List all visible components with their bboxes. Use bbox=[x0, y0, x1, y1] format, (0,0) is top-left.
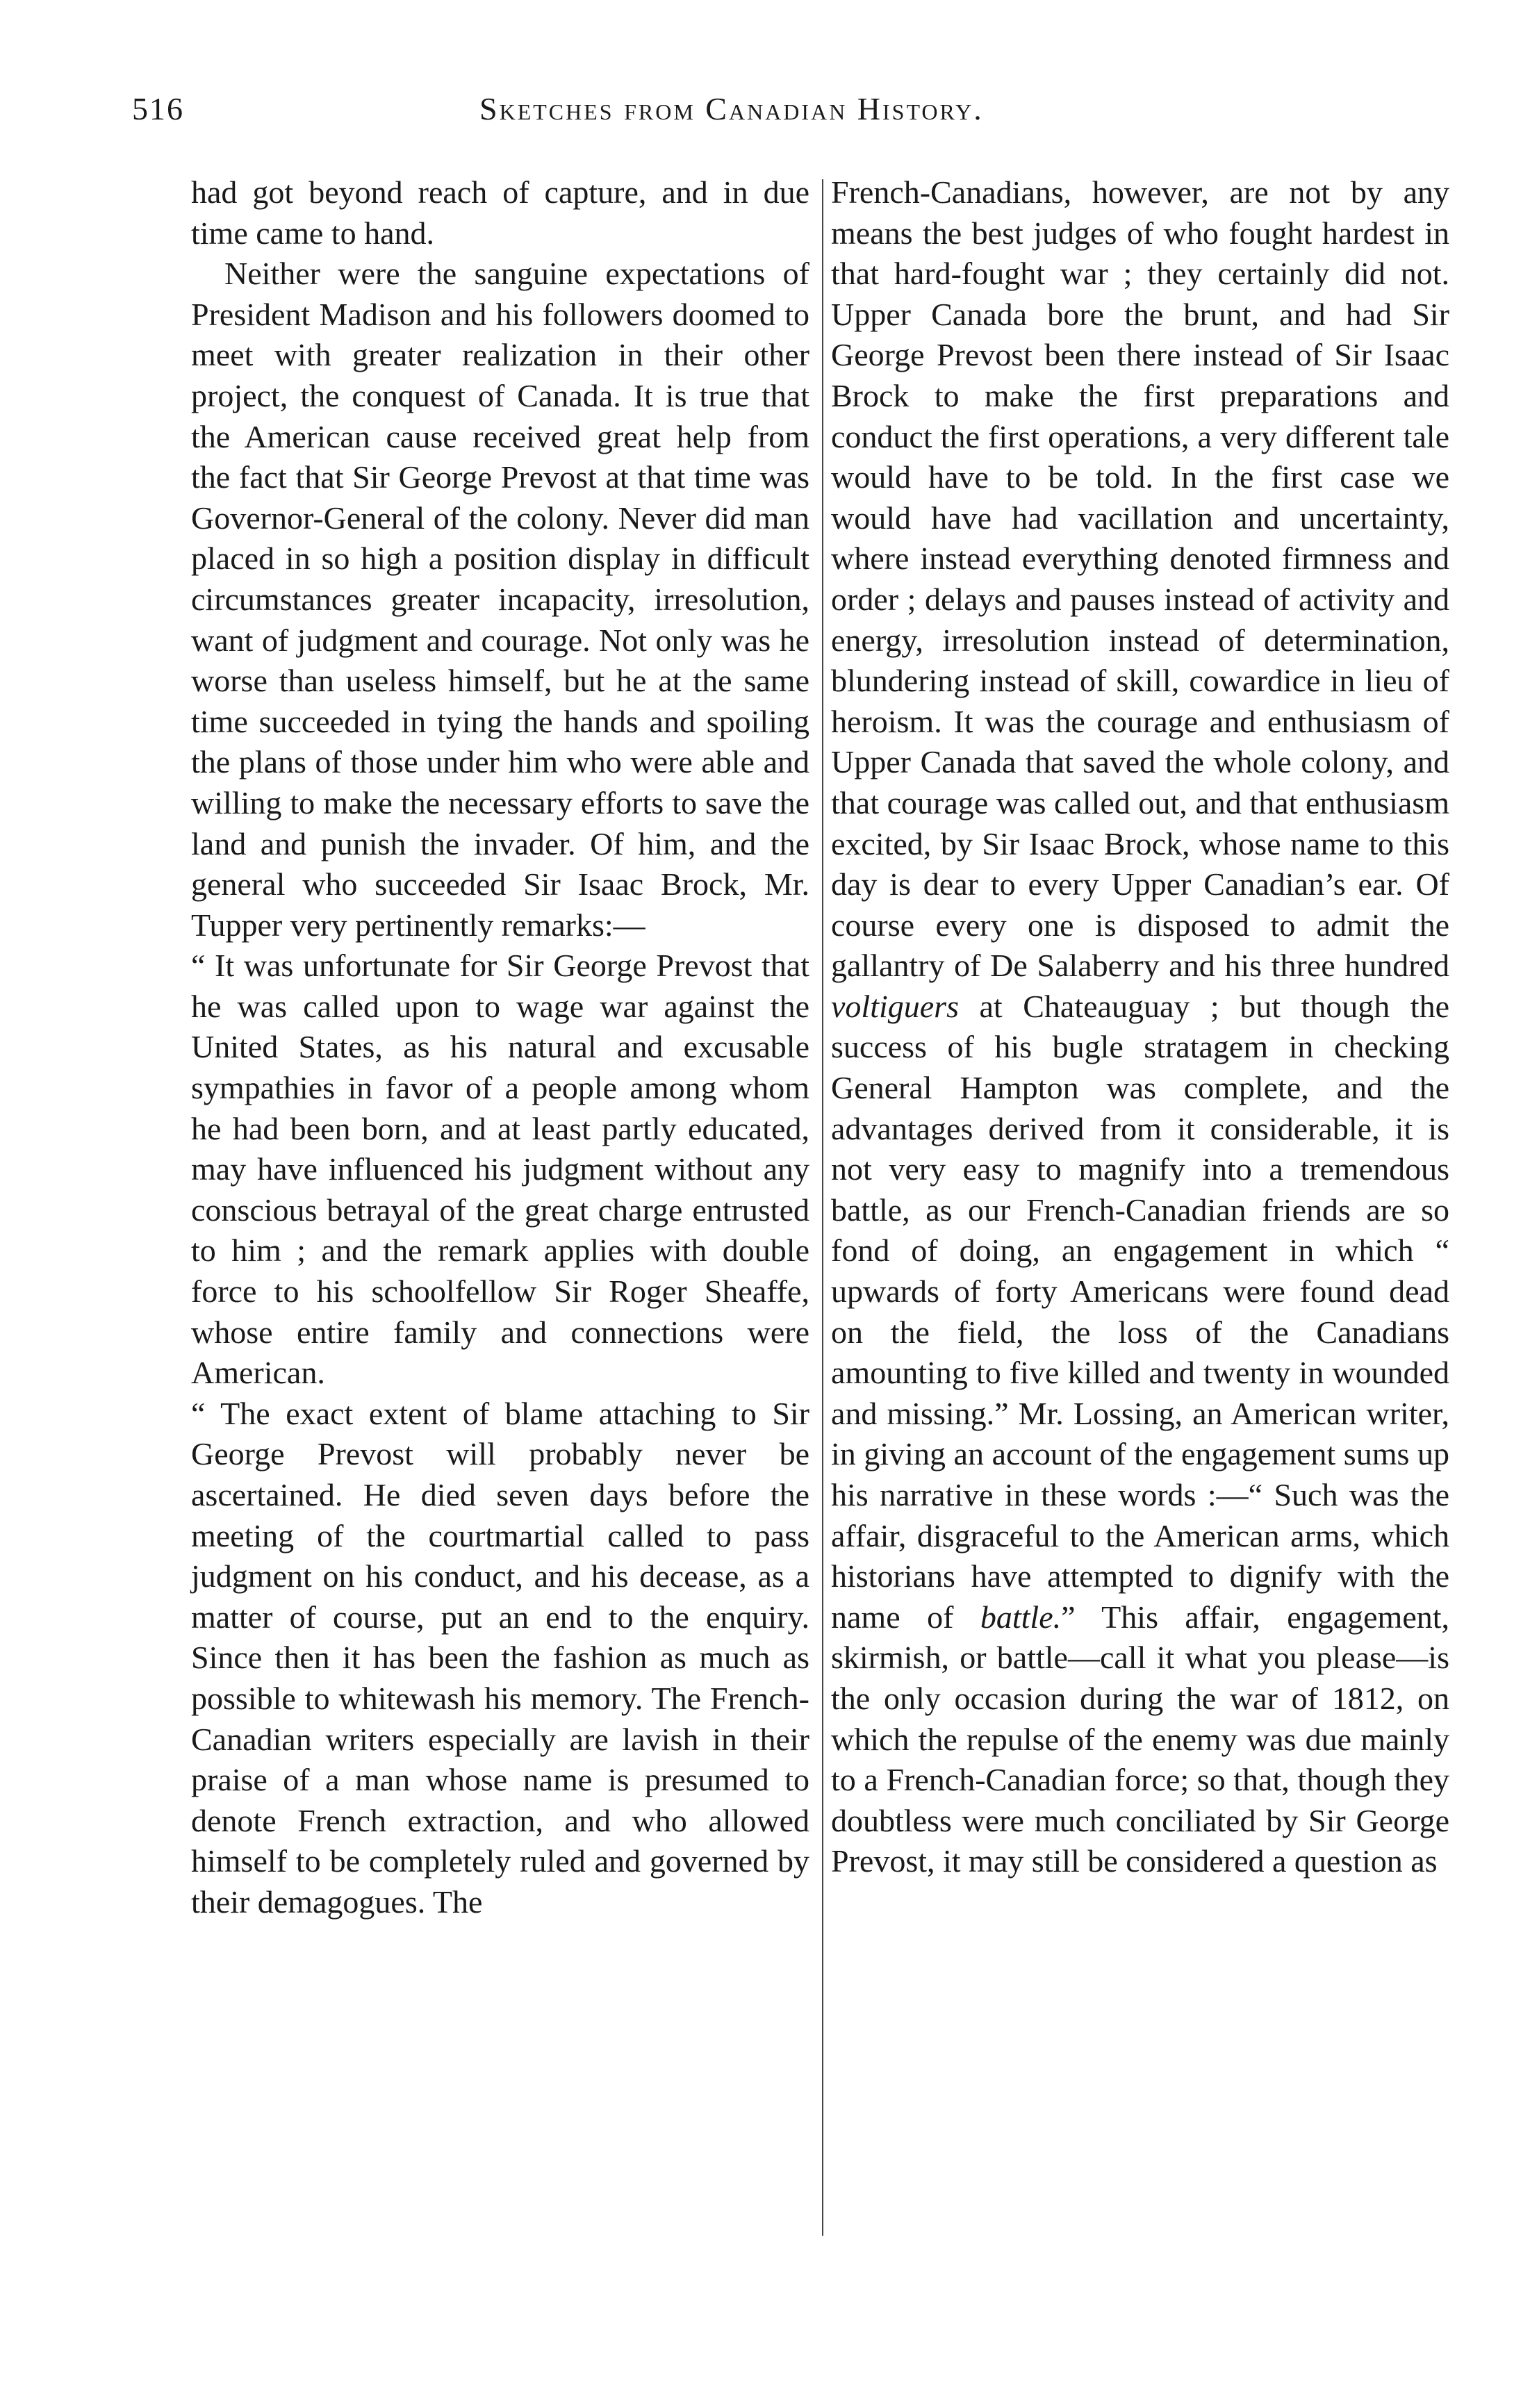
page-number: 516 bbox=[132, 91, 184, 126]
right-column bbox=[831, 172, 1449, 1882]
text-run: French-Canadians, however, are not by any means the best judges of who fought hardest in that hard-fought war ; they certainly did not. Upper Canada bore the brunt, and had Sir George Prevost been there instead of Sir Isaac Brock to make the first preparations and conduct the first operations, a very different tale would have to be told. In the first case we would have had vacillation and uncertainty, where instead everything denoted firmness and order ; delays and pauses instead of activity and energy, irresolution instead of determination, blundering instead of skill, cowardice in lieu of heroism. It was the courage and enthusiasm of Upper Canada that saved the whole colony, and that courage was called out, and that enthusiasm excited, by Sir Isaac Brock, whose name to this day is dear to every Upper Canadian’s ear. Of course every one is disposed to admit the gallantry of De Salaberry and his three hundred bbox=[831, 174, 1449, 984]
text-run: at Chateauguay ; but though the success of his bugle stratagem in checking General Hampton was complete, and the advantages derived from it considerable, it is not very easy to magnify into a tremendous battle, as our French-Canadian friends are so fond of doing, an engagement in which “ upwards of forty Americans were found dead on the field, the loss of the Canadians amounting to five killed and twenty in wounded and missing.” Mr. Lossing, an American writer, in giving an account of the engagement sums up his narrative in these words :—“ Such was the affair, disgraceful to the American arms, which historians have attempted to dignify with the name of bbox=[831, 988, 1449, 1635]
italic-term: battle. bbox=[980, 1599, 1062, 1635]
italic-term: voltiguers bbox=[831, 988, 959, 1024]
paragraph: had got beyond reach of capture, and in due time came to hand. bbox=[191, 174, 809, 251]
quote-paragraph: “ The exact extent of blame attaching to Sir George Prevost will probably never be ascertained. He died seven days before the meeting of the courtmartial called to pass judgment on his conduct, and his decease, as a matter of course, put an end to the enquiry. Since then it has been the fashion as much as possible to whitewash his memory. The French-Canadian writers especially are lavish in their praise of a man whose name is presumed to denote French extraction, and who allowed himself to be completely ruled and governed by their demagogues. The bbox=[191, 1395, 809, 1920]
paragraph: Neither were the sanguine expectations of President Madison and his followers doomed to meet with greater realization in their other project, the conquest of Canada. It is true that the American cause received great help from the fact that Sir George Prevost at that time was Governor-General of the colony. Never did man placed in so high a position display in difficult circumstances greater incapacity, irresolution, want of judgment and courage. Not only was he worse than useless himself, but he at the same time succeeded in tying the hands and spoiling the plans of those under him who were able and willing to make the necessary efforts to save the land and punish the invader. Of him, and the general who succeeded Sir Isaac Brock, Mr. Tupper very pertinently remarks:— bbox=[191, 256, 809, 943]
text-run: ” This affair, engagement, skirmish, or battle—call it what you please—is the only occasion during the war of 1812, on which the repulse of the enemy was due mainly to a French-Canadian force; so that, though they doubtless were much conciliated by Sir George Prevost, it may still be considered a question as bbox=[831, 1599, 1450, 1879]
quote-paragraph: “ It was unfortunate for Sir George Prevost that he was called upon to wage war against the United States, as his natural and excusable sympathies in favor of a people among whom he had been born, and at least partly educated, may have influenced his judgment without any conscious betrayal of the great charge entrusted to him ; and the remark applies with double force to his schoolfellow Sir Roger Sheaffe, whose entire family and connections were American. bbox=[191, 948, 809, 1391]
running-head: Sketches from Canadian History. bbox=[479, 91, 984, 126]
page-header bbox=[132, 90, 1452, 146]
column-divider bbox=[822, 179, 823, 2236]
left-column bbox=[191, 172, 809, 1923]
paragraph bbox=[831, 172, 1449, 1882]
